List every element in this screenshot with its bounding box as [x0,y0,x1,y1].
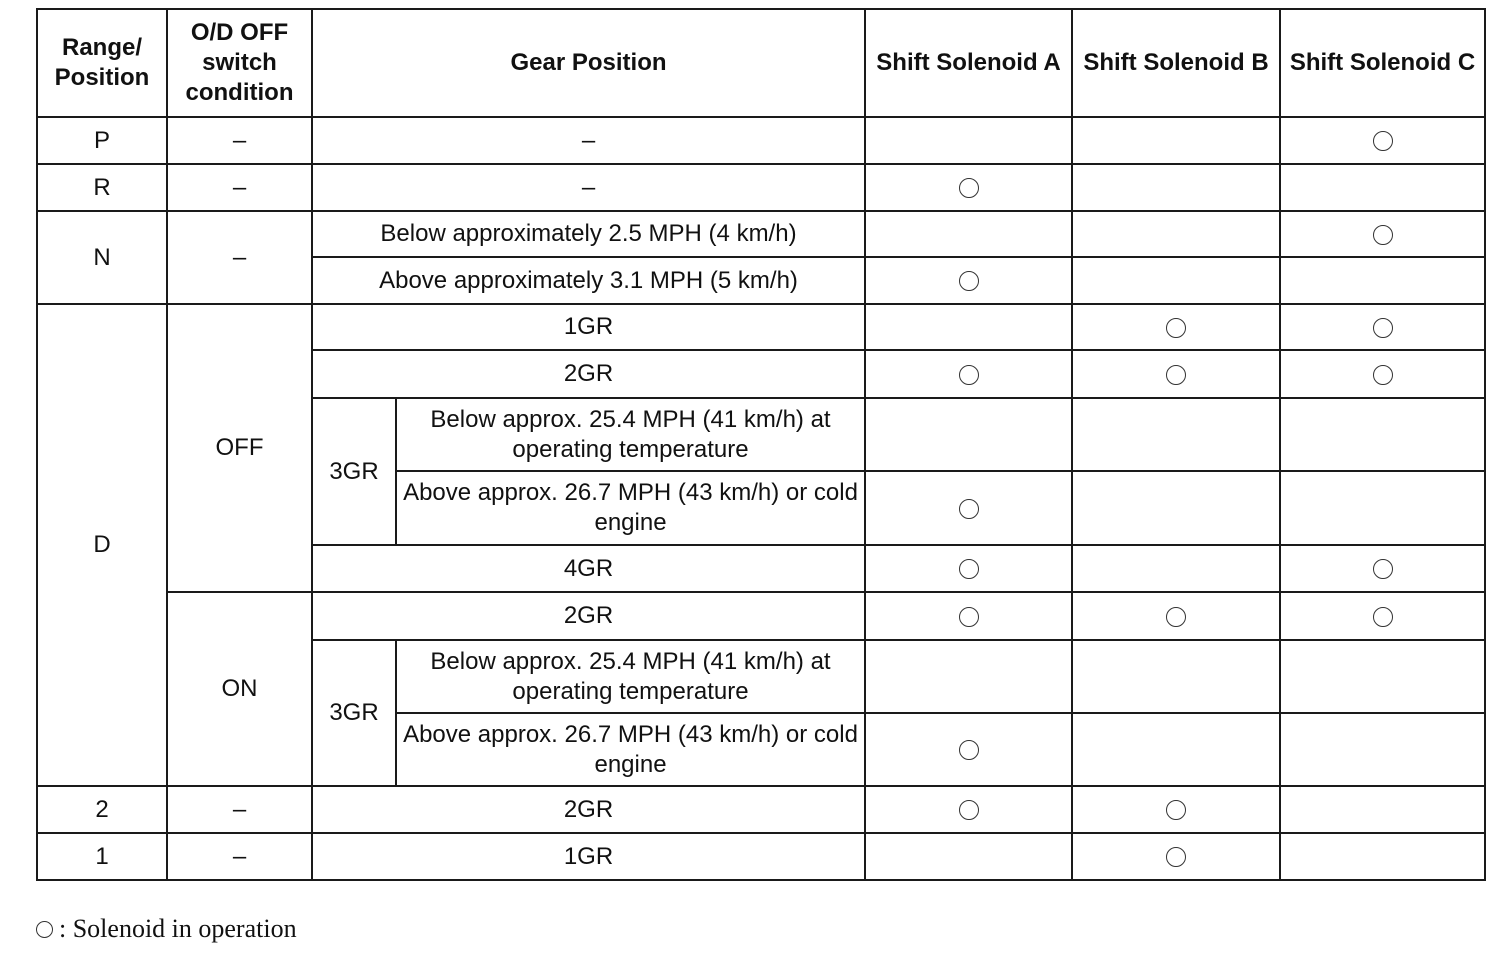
operation-circle-icon [959,178,979,198]
gear-cell: 1GR [312,304,865,350]
header-shift-solenoid-a: Shift Solenoid A [865,9,1072,117]
operation-circle-icon [1166,847,1186,867]
od-cell: – [167,164,312,211]
table-row-1 [37,833,1485,880]
operation-circle-icon [1166,365,1186,385]
solenoid-c-cell [1280,786,1485,833]
solenoid-b-cell [1072,713,1280,786]
solenoid-a-cell [865,117,1072,164]
solenoid-c-cell [1280,713,1485,786]
solenoid-c-cell [1280,833,1485,880]
operation-circle-icon [1373,225,1393,245]
header-shift-solenoid-b: Shift Solenoid B [1072,9,1280,117]
solenoid-a-cell [865,786,1072,833]
od-cell: – [167,117,312,164]
operation-circle-icon [959,559,979,579]
range-cell: D [37,304,167,786]
solenoid-a-cell [865,640,1072,713]
gear-cell: Above approximately 3.1 MPH (5 km/h) [312,257,865,304]
operation-circle-icon [959,740,979,760]
solenoid-a-cell [865,545,1072,592]
operation-circle-icon [1373,365,1393,385]
solenoid-c-cell [1280,640,1485,713]
operation-circle-icon [959,800,979,820]
operation-circle-icon [1166,318,1186,338]
solenoid-b-cell [1072,117,1280,164]
legend-text: : Solenoid in operation [59,914,297,943]
range-cell: P [37,117,167,164]
gear-cell: 2GR [312,786,865,833]
table-row-d-on-2gr [37,592,1485,640]
solenoid-a-cell [865,833,1072,880]
solenoid-a-cell [865,398,1072,471]
gear-cell: Below approximately 2.5 MPH (4 km/h) [312,211,865,257]
gear-condition-cell: Below approx. 25.4 MPH (41 km/h) at operating temperature [396,640,865,713]
gear-cell: – [312,164,865,211]
header-row [37,9,1485,117]
solenoid-operation-table [36,8,1486,881]
solenoid-b-cell [1072,350,1280,398]
gear-condition-cell: Below approx. 25.4 MPH (41 km/h) at operating temperature [396,398,865,471]
operation-circle-icon [1166,607,1186,627]
range-cell: 2 [37,786,167,833]
operation-circle-icon [959,499,979,519]
solenoid-a-cell [865,304,1072,350]
gear-cell: 1GR [312,833,865,880]
table-row-p [37,117,1485,164]
operation-circle-icon [1373,318,1393,338]
solenoid-b-cell [1072,471,1280,545]
operation-circle-icon [959,365,979,385]
solenoid-c-cell [1280,117,1485,164]
operation-circle-icon [959,271,979,291]
solenoid-a-cell [865,592,1072,640]
od-cell: – [167,211,312,304]
table-row-n-below [37,211,1485,257]
range-cell: 1 [37,833,167,880]
operation-circle-icon [1166,800,1186,820]
solenoid-b-cell [1072,833,1280,880]
solenoid-b-cell [1072,211,1280,257]
solenoid-c-cell [1280,164,1485,211]
gear-cell: – [312,117,865,164]
solenoid-a-cell [865,471,1072,545]
gear-cell: 4GR [312,545,865,592]
solenoid-b-cell [1072,786,1280,833]
range-cell: R [37,164,167,211]
solenoid-c-cell [1280,257,1485,304]
solenoid-a-cell [865,257,1072,304]
od-cell: – [167,786,312,833]
header-shift-solenoid-c: Shift Solenoid C [1280,9,1485,117]
legend [36,914,297,944]
range-cell: N [37,211,167,304]
header-gear-position: Gear Position [312,9,865,117]
solenoid-b-cell [1072,545,1280,592]
solenoid-c-cell [1280,592,1485,640]
gear-3gr-cell: 3GR [312,640,396,786]
header-range-position: Range/ Position [37,9,167,117]
solenoid-b-cell [1072,164,1280,211]
solenoid-a-cell [865,164,1072,211]
table-row-2 [37,786,1485,833]
header-od-off-switch: O/D OFF switch condition [167,9,312,117]
gear-condition-cell: Above approx. 26.7 MPH (43 km/h) or cold engine [396,471,865,545]
solenoid-b-cell [1072,398,1280,471]
table-row-d-off-1gr [37,304,1485,350]
operation-circle-icon [959,607,979,627]
solenoid-b-cell [1072,640,1280,713]
operation-circle-icon [1373,559,1393,579]
operation-circle-icon [1373,607,1393,627]
gear-3gr-cell: 3GR [312,398,396,545]
solenoid-c-cell [1280,304,1485,350]
solenoid-c-cell [1280,545,1485,592]
operation-circle-icon [1373,131,1393,151]
table-row-r [37,164,1485,211]
solenoid-c-cell [1280,398,1485,471]
gear-cell: 2GR [312,350,865,398]
solenoid-b-cell [1072,304,1280,350]
solenoid-c-cell [1280,471,1485,545]
solenoid-c-cell [1280,211,1485,257]
od-cell: – [167,833,312,880]
solenoid-a-cell [865,350,1072,398]
solenoid-b-cell [1072,257,1280,304]
gear-condition-cell: Above approx. 26.7 MPH (43 km/h) or cold engine [396,713,865,786]
solenoid-c-cell [1280,350,1485,398]
od-cell: OFF [167,304,312,592]
od-cell: ON [167,592,312,786]
gear-cell: 2GR [312,592,865,640]
solenoid-a-cell [865,713,1072,786]
operation-circle-icon [36,921,53,938]
solenoid-b-cell [1072,592,1280,640]
solenoid-a-cell [865,211,1072,257]
